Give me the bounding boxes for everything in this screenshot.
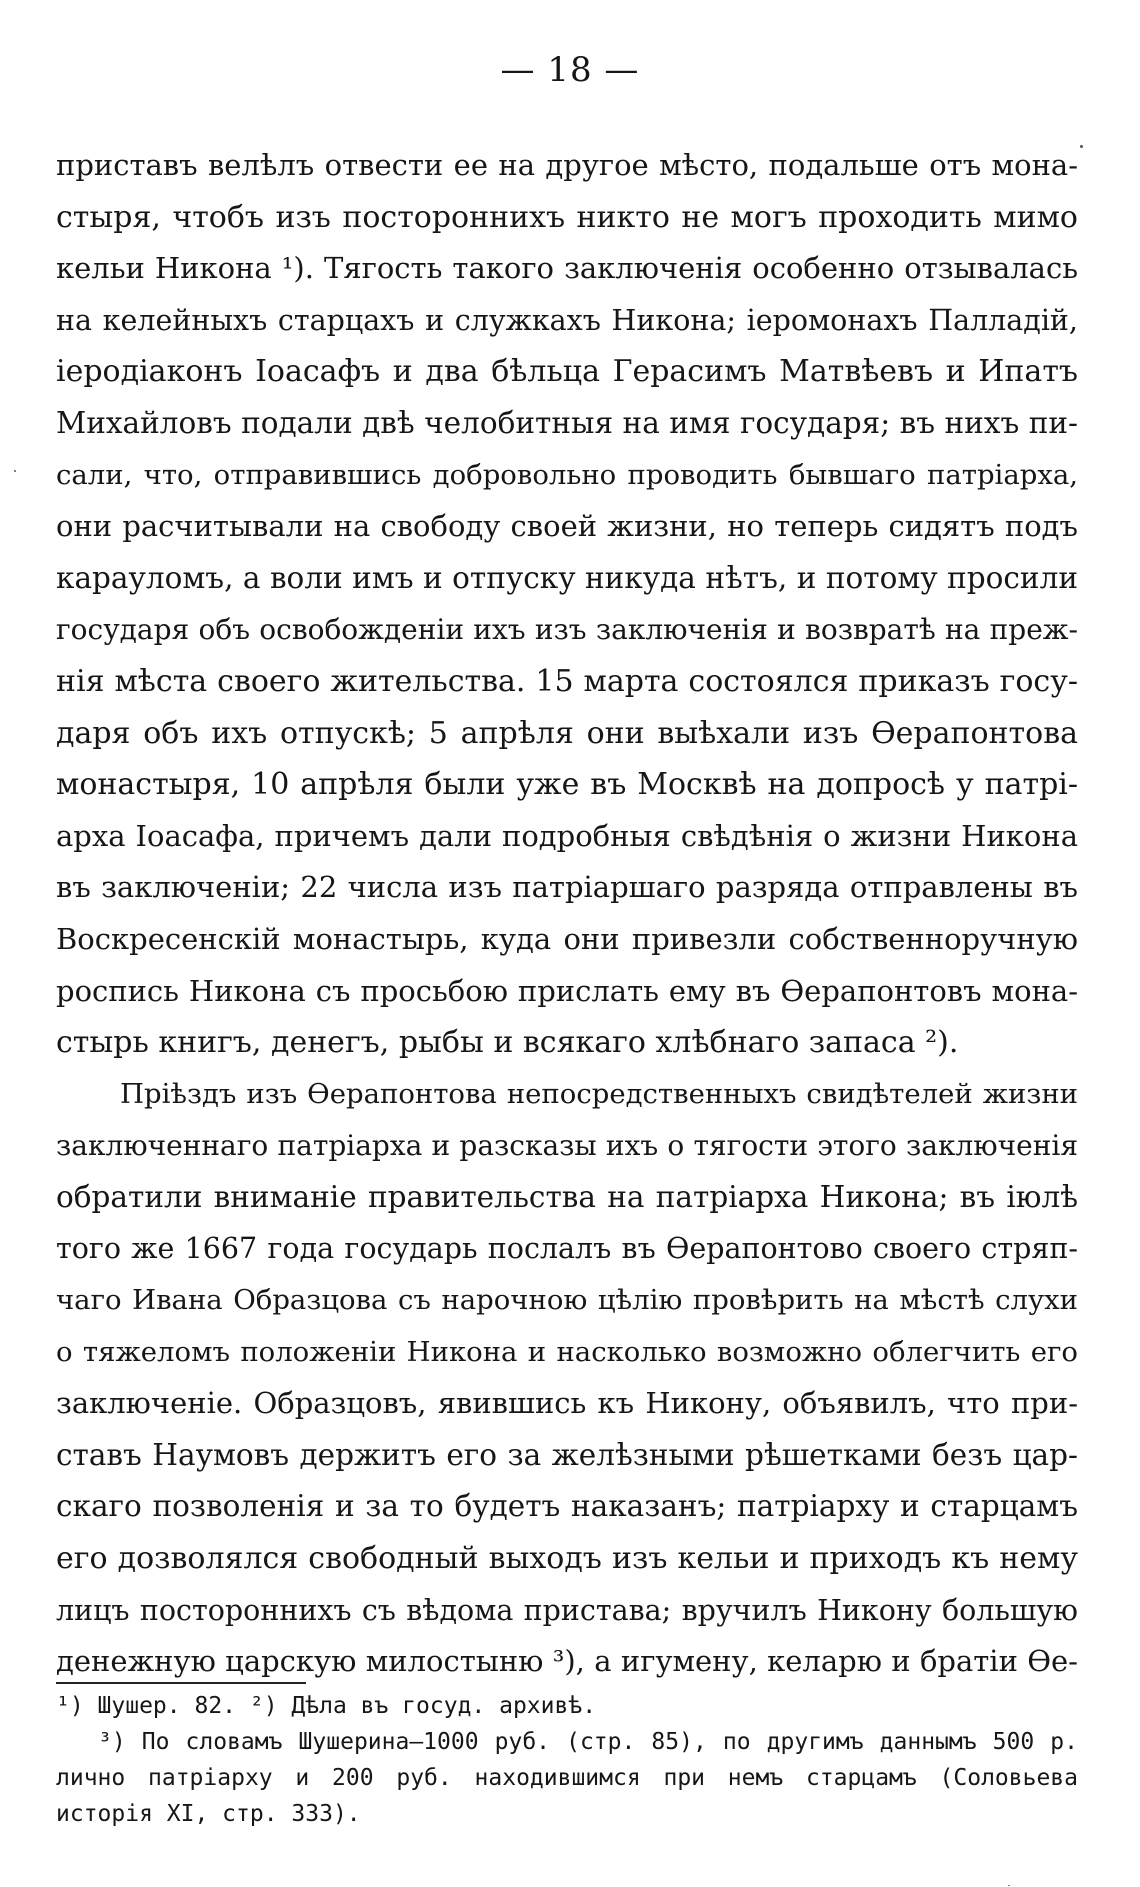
text-line: іеродіаконъ Іоасафъ и два бѣльца Герасимъ Матвѣевъ и Ипатъ <box>56 354 1078 390</box>
text-line: кельи Никона ¹). Тягость такого заключенія особенно отзывалась <box>56 251 1078 286</box>
text-line: Михайловъ подали двѣ челобитныя на имя государя; въ нихъ пи- <box>56 405 1078 440</box>
text-line: о тяжеломъ положеніи Никона и насколько возможно облегчить его <box>56 1335 1078 1368</box>
text-line: государя объ освобожденіи ихъ изъ заключенія и возвратѣ на преж- <box>56 613 1078 647</box>
text-line: въ заключеніи; 22 числа изъ патріаршаго разряда отправлены въ <box>56 870 1078 905</box>
text-line: денежную царскую милостыню ³), а игумену, келарю и братіи Ѳе- <box>56 1644 1078 1679</box>
text-line: заключеннаго патріарха и разсказы ихъ о тягости этого заключенія <box>56 1129 1078 1163</box>
text-line: стыря, чтобъ изъ постороннихъ никто не могъ проходить мимо <box>56 199 1078 235</box>
footnote-line: ¹) Шушер. 82. ²) Дѣла въ госуд. архивѣ. <box>56 1693 597 1719</box>
text-line: обратили вниманіе правительства на патріарха Никона; въ іюлѣ <box>56 1179 1078 1214</box>
footnote-divider <box>56 1682 306 1684</box>
text-line: лицъ постороннихъ съ вѣдома пристава; вручилъ Никону большую <box>56 1593 1078 1627</box>
text-line: его дозволялся свободный выходъ изъ кельи и приходъ къ нему <box>56 1541 1078 1577</box>
text-line: нія мѣста своего жительства. 15 марта состоялся приказъ госу- <box>56 663 1078 699</box>
footnote-line: исторія XI, стр. 333). <box>56 1801 361 1827</box>
footnote-line: лично патріарху и 200 руб. находившимся при немъ старцамъ (Соловьева <box>56 1765 1078 1791</box>
footnote-line: ³) По словамъ Шушерина—1000 руб. (стр. 85), по другимъ даннымъ 500 р. <box>98 1729 1078 1755</box>
scan-speck <box>1080 145 1083 148</box>
text-line: приставъ велѣлъ отвести ее на другое мѣсто, подальше отъ мона- <box>56 148 1078 182</box>
text-line: чаго Ивана Образцова съ нарочною цѣлію провѣрить на мѣстѣ слухи <box>56 1284 1078 1317</box>
scan-speck <box>14 470 16 472</box>
text-line: они расчитывали на свободу своей жизни, но теперь сидятъ подъ <box>56 509 1078 544</box>
text-line: даря объ ихъ отпускѣ; 5 апрѣля они выѣхали изъ Ѳерапонтова <box>56 715 1078 751</box>
footnotes <box>56 1688 1078 1832</box>
text-line: монастыря, 10 апрѣля были уже въ Москвѣ на допросѣ у патрі- <box>56 767 1078 803</box>
text-line: Воскресенскій монастырь, куда они привезли собственноручную <box>56 921 1078 956</box>
text-line: роспись Никона съ просьбою прислать ему въ Ѳерапонтовъ мона- <box>56 973 1078 1008</box>
paragraph-end-line: стырь книгъ, денегъ, рыбы и всякаго хлѣбнаго запаса ²). <box>56 1025 959 1061</box>
text-line: ставъ Наумовъ держитъ его за желѣзными рѣшетками безъ цар- <box>56 1437 1078 1472</box>
page-number: — 18 — <box>500 50 640 90</box>
scan-speck <box>1008 1885 1010 1886</box>
main-text <box>56 140 1078 1688</box>
text-line: сали, что, отправившись добровольно проводить бывшаго патріарха, <box>56 458 1078 491</box>
paragraph-start-line: Пріѣздъ изъ Ѳерапонтова непосредственныхъ свидѣтелей жизни <box>120 1077 1078 1110</box>
text-line: скаго позволенія и за то будетъ наказанъ; патріарху и старцамъ <box>56 1489 1078 1524</box>
text-line: того же 1667 года государь послалъ въ Ѳерапонтово своего стряп- <box>56 1232 1078 1266</box>
text-line: на келейныхъ старцахъ и служкахъ Никона; іеромонахъ Палладій, <box>56 303 1078 337</box>
text-line: карауломъ, а воли имъ и отпуску никуда нѣтъ, и потому просили <box>56 560 1078 595</box>
text-line: арха Іоасафа, причемъ дали подробныя свѣдѣнія о жизни Никона <box>56 818 1078 853</box>
text-line: заключеніе. Образцовъ, явившись къ Никону, объявилъ, что при- <box>56 1386 1078 1421</box>
